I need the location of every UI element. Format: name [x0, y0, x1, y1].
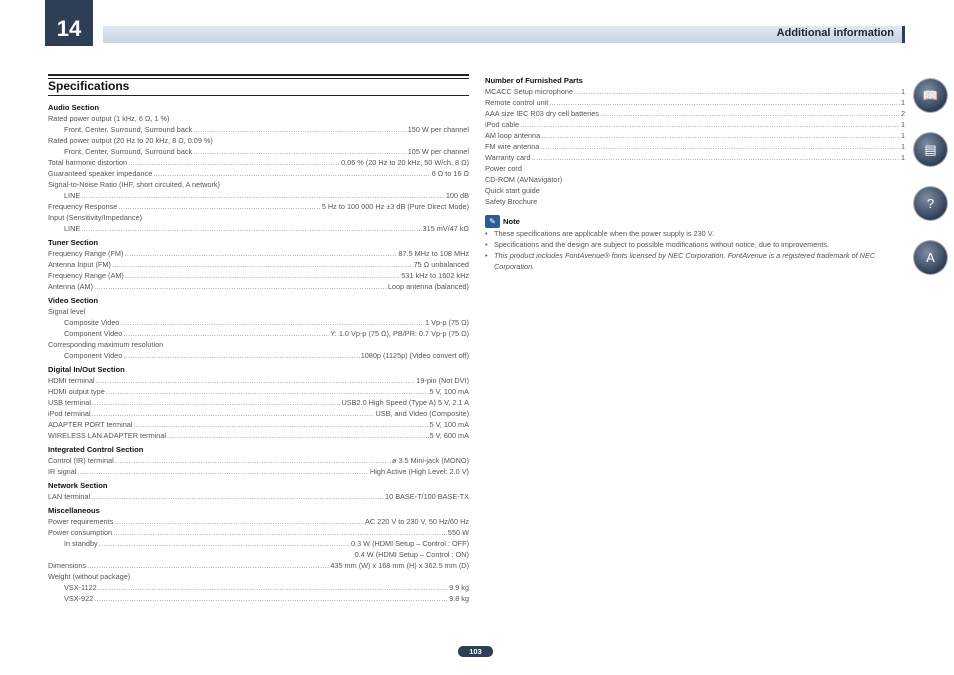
title-underline [48, 95, 469, 96]
spec-value: 75 Ω unbalanced [413, 260, 469, 269]
spec-label: LINE [64, 224, 81, 233]
part-qty: 1 [900, 142, 905, 151]
list-item: Power cord [485, 164, 522, 173]
spec-row [48, 491, 469, 502]
spec-row [48, 168, 469, 179]
spec-row [48, 582, 469, 593]
part-label: FM wire antenna [485, 142, 540, 151]
specs-column [48, 99, 469, 604]
spec-row [48, 350, 469, 361]
misc-heading: Miscellaneous [48, 506, 100, 515]
audio-heading: Audio Section [48, 103, 100, 112]
spec-label: Frequency Response [48, 202, 118, 211]
note-header [485, 215, 905, 228]
spec-value: Loop antenna (balanced) [387, 282, 469, 291]
spec-row [48, 386, 469, 397]
list-item [485, 86, 905, 97]
spec-value: 10 BASE-T/100 BASE-TX [385, 492, 469, 501]
spec-row [48, 248, 469, 259]
note-text: This product includes FontAvenue® fonts licensed by NEC Corporation. FontAvenue is a registered trademark of NEC Corporation. [494, 251, 876, 271]
spec-label: LAN terminal [48, 492, 91, 501]
spec-row [48, 157, 469, 168]
spec-label: WIRELESS LAN ADAPTER terminal [48, 431, 167, 440]
part-label: iPod cable [485, 120, 520, 129]
spec-label: Frequency Range (FM) [48, 249, 124, 258]
note-label: Note [503, 217, 520, 226]
remote-control-icon[interactable]: ▤ [914, 133, 947, 166]
spec-row [48, 190, 469, 201]
spec-value-continued: 0.4 W (HDMI Setup – Control : ON) [354, 550, 469, 559]
spec-line: Corresponding maximum resolution [48, 340, 164, 349]
spec-label: Frequency Range (AM) [48, 271, 124, 280]
abc-index-icon[interactable]: A [914, 241, 947, 274]
spec-row [48, 516, 469, 527]
video-heading: Video Section [48, 296, 99, 305]
bullet-mark: • [485, 229, 488, 238]
spec-value: 550 W [447, 528, 469, 537]
list-item: Quick start guide [485, 186, 540, 195]
header-title: Additional information [776, 27, 894, 39]
spec-label: USB terminal [48, 398, 91, 407]
spec-row [48, 455, 469, 466]
spec-label: Control (IR) terminal [48, 456, 114, 465]
part-label: AAA size IEC R03 dry cell batteries [485, 109, 599, 118]
spec-label: Front, Center, Surround, Surround back [64, 125, 193, 134]
spec-row [48, 538, 469, 549]
list-item [485, 141, 905, 152]
spec-label: Total harmonic distortion [48, 158, 128, 167]
spec-value: USB2.0 High Speed (Type A) 5 V, 2.1 A [341, 398, 469, 407]
spec-value: 0.06 % (20 Hz to 20 kHz, 50 W/ch, 8 Ω) [341, 158, 469, 167]
spec-line: Signal level [48, 307, 86, 316]
spec-value: 1 Vp-p (75 Ω) [425, 318, 469, 327]
part-qty: 1 [900, 131, 905, 140]
note-text: Specifications and the design are subject to possible modifications without notice, due to improvements. [494, 240, 830, 249]
spec-row [48, 430, 469, 441]
spec-label: VSX-922 [64, 594, 94, 603]
spec-label: HDMI output type [48, 387, 105, 396]
page-title: Specifications [48, 79, 130, 93]
spec-row [48, 201, 469, 212]
spec-line: Input (Sensitivity/Impedance) [48, 213, 143, 222]
spec-value: 19-pin (Not DVI) [416, 376, 469, 385]
spec-value: 105 W per channel [407, 147, 469, 156]
spec-row [48, 408, 469, 419]
spec-value: ø 3.5 Mini-jack (MONO) [391, 456, 469, 465]
part-label: AM loop antenna [485, 131, 541, 140]
spec-value: High Active (High Level: 2.0 V) [370, 467, 469, 476]
book-icon[interactable]: 📖 [914, 79, 947, 112]
page-number: 103 [458, 646, 493, 657]
list-item [485, 130, 905, 141]
digital-heading: Digital In/Out Section [48, 365, 125, 374]
spec-value: 5 V, 100 mA [429, 420, 469, 429]
list-item [485, 152, 905, 163]
spec-label: Power consumption [48, 528, 113, 537]
spec-row [48, 419, 469, 430]
part-qty: 1 [900, 87, 905, 96]
list-item [485, 119, 905, 130]
integrated-heading: Integrated Control Section [48, 445, 144, 454]
section-top-rule [48, 74, 469, 76]
spec-value: 5 V, 100 mA [429, 387, 469, 396]
spec-label: VSX-1122 [64, 583, 97, 592]
tuner-heading: Tuner Section [48, 238, 99, 247]
spec-value: 315 mV/47 kΩ [422, 224, 469, 233]
pencil-icon: ✎ [485, 215, 500, 228]
spec-row [48, 593, 469, 604]
furnished-heading: Number of Furnished Parts [485, 76, 583, 85]
spec-label: Component Video [64, 351, 123, 360]
spec-row [48, 397, 469, 408]
list-item [485, 97, 905, 108]
note-bullet [485, 228, 905, 239]
spec-label: IR signal [48, 467, 77, 476]
spec-row [48, 259, 469, 270]
spec-label: Composite Video [64, 318, 120, 327]
spec-row [48, 328, 469, 339]
spec-row [48, 560, 469, 571]
spec-value: 5 Hz to 100 000 Hz ±3 dB (Pure Direct Mode) [321, 202, 469, 211]
part-qty: 1 [900, 153, 905, 162]
list-item [485, 108, 905, 119]
spec-value: Y: 1.0 Vp-p (75 Ω), PB/PR: 0.7 Vp-p (75 Ω) [330, 329, 469, 338]
spec-label: Power requirements [48, 517, 114, 526]
spec-value: 5 V, 600 mA [429, 431, 469, 440]
spec-row [48, 223, 469, 234]
spec-value: 150 W per channel [407, 125, 469, 134]
spec-line: Rated power output (1 kHz, 6 Ω, 1 %) [48, 114, 170, 123]
spec-row [48, 375, 469, 386]
spec-line: Signal-to-Noise Ratio (IHF, short circuited, A network) [48, 180, 220, 189]
part-label: Warranty card [485, 153, 531, 162]
part-qty: 2 [900, 109, 905, 118]
spec-value: 9.8 kg [449, 594, 469, 603]
spec-label: Component Video [64, 329, 123, 338]
spec-value: USB, and Video (Composite) [375, 409, 469, 418]
network-heading: Network Section [48, 481, 108, 490]
spec-row [48, 146, 469, 157]
spec-value: 87.5 MHz to 108 MHz [398, 249, 469, 258]
spec-row [48, 270, 469, 281]
spec-row [48, 317, 469, 328]
spec-label: Guaranteed speaker impedance [48, 169, 153, 178]
spec-value: 531 kHz to 1602 kHz [401, 271, 469, 280]
spec-row [48, 466, 469, 477]
spec-value: 1080p (1125p) (Video convert off) [360, 351, 469, 360]
spec-label: HDMI terminal [48, 376, 95, 385]
header-bar [103, 26, 905, 43]
spec-value: 100 dB [445, 191, 469, 200]
spec-row [48, 124, 469, 135]
spec-value: 0.3 W (HDMI Setup – Control : OFF) [351, 539, 469, 548]
list-item: Safety Brochure [485, 197, 538, 206]
receiver-question-icon[interactable]: ? [914, 187, 947, 220]
spec-value: AC 220 V to 230 V, 50 Hz/60 Hz [365, 517, 469, 526]
bullet-mark: • [485, 251, 488, 260]
part-qty: 1 [900, 98, 905, 107]
spec-label: Antenna Input (FM) [48, 260, 111, 269]
spec-label: In standby [64, 539, 98, 548]
spec-value: 9.9 kg [449, 583, 469, 592]
spec-line: Rated power output (20 Hz to 20 kHz, 8 Ω, 0.09 %) [48, 136, 213, 145]
spec-label: LINE [64, 191, 81, 200]
chapter-number: 14 [56, 16, 82, 41]
spec-line: Weight (without package) [48, 572, 131, 581]
note-bullet [485, 250, 905, 272]
part-label: MCACC Setup microphone [485, 87, 574, 96]
furnished-column [485, 72, 905, 272]
chapter-number-tab [45, 0, 93, 46]
spec-label: ADAPTER PORT terminal [48, 420, 133, 429]
spec-label: Antenna (AM) [48, 282, 94, 291]
bullet-mark: • [485, 240, 488, 249]
spec-row [48, 281, 469, 292]
spec-label: Dimensions [48, 561, 87, 570]
part-label: Remote control unit [485, 98, 549, 107]
spec-value: 6 Ω to 16 Ω [431, 169, 469, 178]
spec-label: Front, Center, Surround, Surround back [64, 147, 193, 156]
note-bullet [485, 239, 905, 250]
note-text: These specifications are applicable when the power supply is 230 V. [494, 229, 714, 238]
list-item: CD-ROM (AVNavigator) [485, 175, 563, 184]
part-qty: 1 [900, 120, 905, 129]
spec-label: iPod terminal [48, 409, 91, 418]
spec-value: 435 mm (W) x 168 mm (H) x 362.5 mm (D) [330, 561, 469, 570]
spec-row [48, 527, 469, 538]
